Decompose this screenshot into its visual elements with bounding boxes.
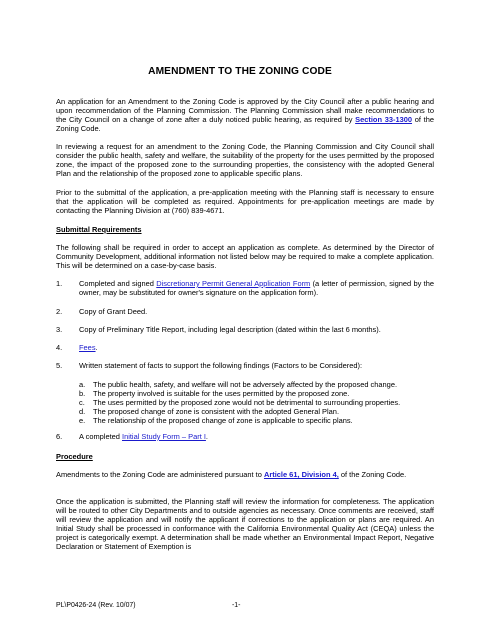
procedure-paragraph-1 (56, 470, 434, 479)
item-number: 1. (56, 279, 63, 288)
finding-item (79, 398, 434, 407)
item-number: 3. (56, 325, 63, 334)
page-number: -1- (232, 602, 241, 609)
intro-paragraph-2: In reviewing a request for an amendment to the Zoning Code, the Planning Commission and City Council shall consider the public health, safety and welfare, the suitability of the property for the uses permitted by the proposed zone, the impact of the proposed zone to the surrounding properties, the consistency with the adopted General Plan and the relationship of the proposed zone to applicable specific plans. (56, 142, 434, 179)
procedure-paragraph-2: Once the application is submitted, the Planning staff will review the information for completeness. The application will be routed to other City Departments and to outside agencies as necessary. Once comments are received, staff will review the application and will notify the applicant if corrections to the application or plans are required. An Initial Study shall be processed in conformance with the California Environmental Quality Act (CEQA) unless the project is categorically exempt. A determination shall be made whether an Environmental Impact Report, Negative Declaration or Statement of Exemption is (56, 497, 434, 551)
initial-study-form-link[interactable]: Initial Study Form – Part I (122, 432, 206, 441)
finding-text: The proposed change of zone is consistent with the adopted General Plan. (93, 407, 340, 416)
item-text-b: . (205, 432, 208, 441)
general-application-form-link[interactable]: Discretionary Permit General Application Form (156, 279, 311, 288)
page-title: AMENDMENT TO THE ZONING CODE (148, 66, 332, 77)
finding-item (79, 407, 434, 416)
form-id: PL\P0426-24 (Rev. 10/07) (56, 602, 136, 609)
item-text: Written statement of facts to support the following findings (Factors to be Considered): (79, 361, 363, 370)
finding-letter: b. (79, 389, 86, 398)
submittal-heading: Submittal Requirements (56, 225, 142, 234)
submittal-intro: The following shall be required in order to accept an application as complete. As determined by the Director of Community Development, additional information not listed below may be required to make a complete application. This will be determined on a case-by-case basis. (56, 243, 434, 271)
procedure-heading: Procedure (56, 452, 93, 461)
item-number: 6. (56, 432, 63, 441)
intro-text-a: An application for an Amendment to the Zoning Code is approved by the City Council after a public hearing and upon recommendation of the Planning Commission. The Planning Commission shall make recommendations to the City Council on a change of zone after a duly noticed public hearing, as required by (56, 97, 434, 125)
finding-text: The property involved is suitable for the uses permitted by the proposed zone. (93, 389, 350, 398)
findings-list (79, 380, 434, 425)
submittal-item-6 (56, 433, 434, 442)
item-text: A completed (79, 432, 122, 441)
submittal-item-3 (56, 326, 434, 335)
intro-paragraph-3: Prior to the submittal of the application, a pre-application meeting with the Planning staff is necessary to ensure that the application will be completed as required. Appointments for pre-application meetings are made by contacting the Planning Division at (760) 839-4671. (56, 188, 434, 216)
item-number: 5. (56, 361, 63, 370)
submittal-item-4 (56, 344, 434, 353)
finding-letter: a. (79, 380, 86, 389)
article-61-link[interactable]: Article 61, Division 4, (263, 470, 339, 479)
procedure-text-b: of the Zoning Code. (338, 470, 407, 479)
finding-text: The public health, safety, and welfare will not be adversely affected by the proposed change. (93, 380, 398, 389)
submittal-item-5 (56, 362, 434, 371)
submittal-item-1 (56, 280, 434, 298)
intro-paragraph-1 (56, 97, 434, 133)
finding-text: The uses permitted by the proposed zone would not be detrimental to surrounding properties. (93, 398, 401, 407)
finding-letter: e. (79, 416, 86, 425)
submittal-item-2 (56, 308, 434, 317)
item-text: Copy of Preliminary Title Report, including legal description (dated within the last 6 months). (79, 325, 381, 334)
finding-text: The relationship of the proposed change of zone is applicable to specific plans. (93, 416, 353, 425)
intro-text-b: of the Zoning Code. (56, 115, 434, 134)
finding-letter: d. (79, 407, 86, 416)
finding-item (79, 416, 434, 425)
item-number: 4. (56, 343, 63, 352)
section-33-1300-link[interactable]: Section 33-1300 (355, 115, 413, 125)
finding-item (79, 380, 434, 389)
procedure-text-a: Amendments to the Zoning Code are administered pursuant to (56, 470, 264, 479)
finding-item (79, 389, 434, 398)
item-text: Copy of Grant Deed. (79, 307, 148, 316)
item-text-b: . (95, 343, 98, 352)
item-text: Completed and signed (79, 279, 157, 288)
item-text-b: (a letter of permission, signed by the owner, may be substituted for owner's signature on the application form). (79, 279, 435, 297)
item-number: 2. (56, 307, 63, 316)
fees-link[interactable]: Fees (79, 343, 96, 352)
finding-letter: c. (79, 398, 85, 407)
